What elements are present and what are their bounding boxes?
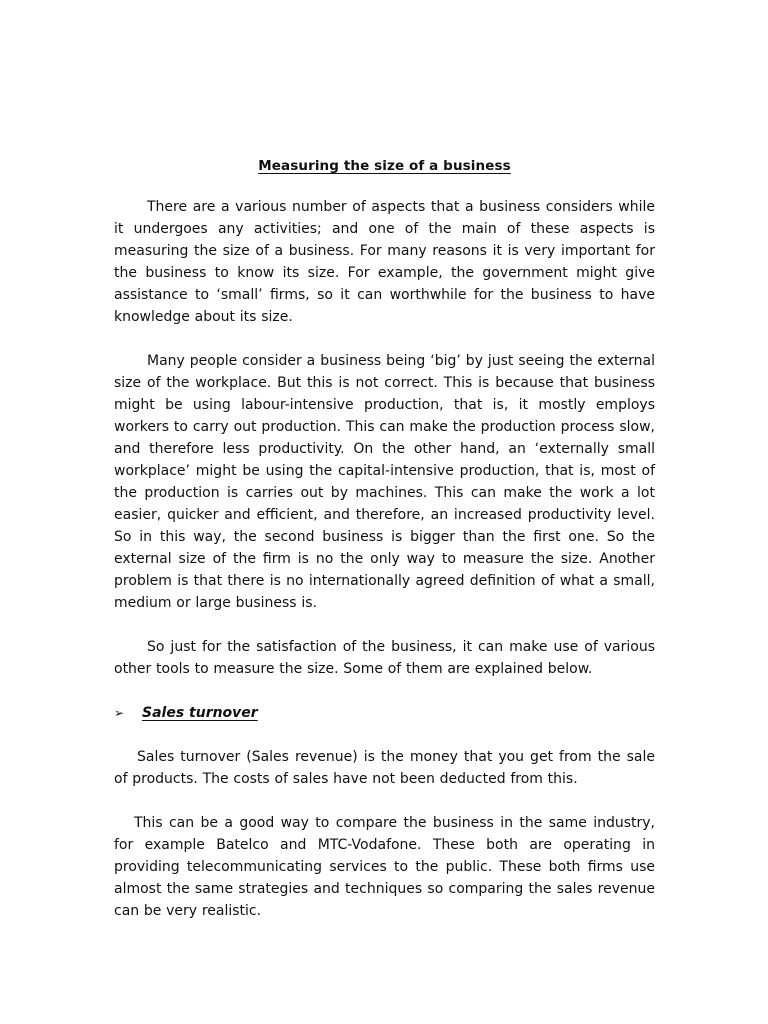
- measurement-tools-paragraph: So just for the satisfaction of the business, it can make use of various other tools to measure the size. Some of them are explained below.: [114, 639, 655, 677]
- sales-turnover-definition-paragraph: Sales turnover (Sales revenue) is the money that you get from the sale of products. The costs of sales have not been deducted from this.: [114, 749, 655, 787]
- size-perception-paragraph: Many people consider a business being ‘big’ by just seeing the external size of the workplace. But this is not correct. This is because that business might be using labour-intensive production, that is, it mostly employs workers to carry out production. This can make the production process slow, and therefore less productivity. On the other hand, an ‘externally small workplace’ might be using the capital-intensive production, that is, most of the production is carries out by machines. This can make the work a lot easier, quicker and efficient, and therefore, an increased productivity level. So in this way, the second business is bigger than the first one. So the external size of the firm is no the only way to measure the size. Another problem is that there is no internationally agreed definition of what a small, medium or large business is.: [114, 353, 655, 611]
- section-heading-text: Sales turnover: [142, 705, 258, 721]
- section-heading-sales-turnover: [114, 702, 655, 724]
- intro-paragraph: There are a various number of aspects that a business considers while it undergoes any activities; and one of the main of these aspects is measuring the size of a business. For many reasons it is very important for the business to know its size. For example, the government might give assistance to ‘small’ firms, so it can worthwhile for the business to have knowledge about its size.: [114, 199, 655, 325]
- arrow-bullet-icon: ➢: [114, 706, 125, 720]
- document-title: Measuring the size of a business: [258, 158, 511, 174]
- document-page: [114, 158, 655, 944]
- sales-turnover-example-paragraph: This can be a good way to compare the business in the same industry, for example Batelco and MTC-Vodafone. These both are operating in providing telecommunicating services to the public. These both firms use almost the same strategies and techniques so comparing the sales revenue can be very realistic.: [114, 815, 655, 919]
